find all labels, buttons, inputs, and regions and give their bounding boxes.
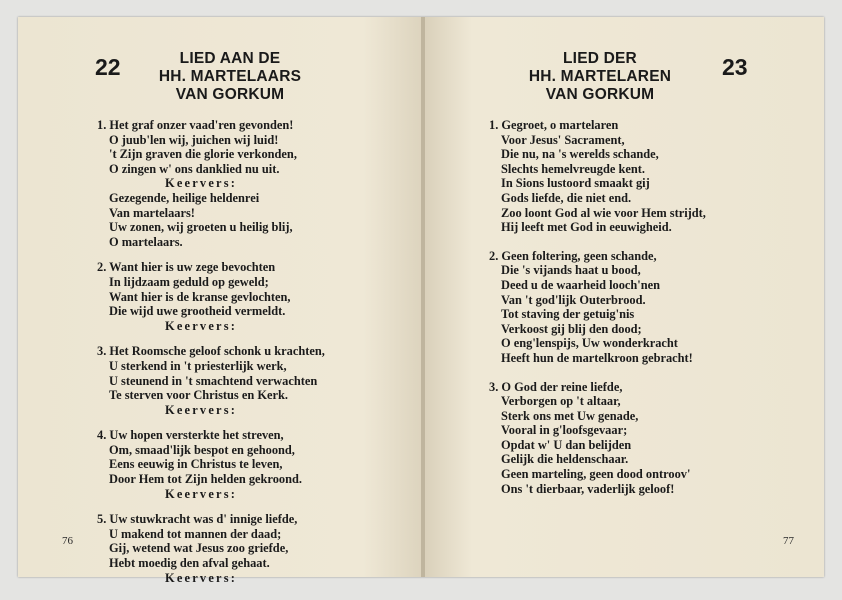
verse-line: 1. Het graf onzer vaad'ren gevonden! [97,118,294,132]
left-song-title [145,50,315,104]
verse-line: Gods liefde, die niet end. [501,190,632,205]
refrain-line: Gezegende, heilige heldenrei [109,190,260,205]
verse-line: Om, smaad'lijk bespot en gehoond, [109,442,295,457]
verse-line: Vooral in g'loofsgevaar; [501,423,628,438]
refrain-label: Keervers: [165,176,238,191]
verse-line: 't Zijn graven die glorie verkonden, [109,147,297,162]
verse-line: Hebt moedig den afval gehaat. [109,556,270,571]
verse-line: 3. Het Roomsche geloof schonk u krachten, [97,344,325,359]
verse-line: O eng'lenspijs, Uw wonderkracht [501,336,678,351]
verse-line: Verborgen op 't altaar, [501,394,621,409]
verse-1 [489,118,706,235]
left-title-line: VAN GORKUM [175,86,285,103]
verse-1 [97,118,325,249]
verse-line: Heeft hun de martelkroon gebracht! [501,350,693,365]
verse-line: Voor Jesus' Sacrament, [501,132,625,147]
verse-line: U sterkend in 't priesterlijk werk, [109,358,287,373]
verse-2 [489,249,706,366]
right-title-line: VAN GORKUM [545,86,655,103]
verse-line: Opdat w' U dan belijden [501,437,632,452]
verse-line: Deed u de waarheid looch'nen [501,277,661,292]
verse-line: Geen marteling, geen dood ontroov' [501,467,691,482]
verse-line: U makend tot mannen der daad; [109,526,282,541]
left-verses [97,118,325,596]
left-page-number: 76 [62,535,73,547]
verse-line: In lijdzaam geduld op geweld; [109,274,269,289]
verse-line: In Sions lustoord smaakt gij [501,176,650,191]
verse-5 [97,512,325,585]
verse-line: Van 't god'lijk Outerbrood. [501,292,646,307]
refrain-label: Keervers: [165,570,238,585]
verse-line: U steunend in 't smachtend verwachten [109,373,318,388]
verse-line: Eens eeuwig in Christus te leven, [109,457,283,472]
verse-line: Die wijd uwe grootheid vermeldt. [109,304,286,319]
verse-line: Slechts hemelvreugde kent. [501,161,645,176]
right-song-number: 23 [722,54,748,80]
verse-line: Die nu, na 's werelds schande, [501,147,659,162]
book-gutter [421,17,425,577]
verse-line: 4. Uw hopen versterkte het streven, [97,428,284,443]
verse-line: Gij, wetend wat Jesus zoo griefde, [109,541,289,556]
right-verses [489,118,706,507]
verse-line: Sterk ons met Uw genade, [501,408,639,423]
right-song-title [520,50,680,104]
verse-line: O juub'len wij, juichen wij luid! [109,132,279,147]
left-song-number: 22 [95,54,121,80]
verse-4 [97,428,325,501]
verse-line: Hij leeft met God in eeuwigheid. [501,220,672,235]
verse-line: 5. Uw stuwkracht was d' innige liefde, [97,512,298,527]
verse-line: 1. Gegroet, o martelaren [489,118,619,132]
verse-line: Te sterven voor Christus en Kerk. [109,388,288,403]
verse-line: Tot staving der getuig'nis [501,307,635,322]
verse-line: Ons 't dierbaar, vaderlijk geloof! [501,481,675,496]
verse-line: O zingen w' ons danklied nu uit. [109,161,280,176]
right-title-line: LIED DER [563,50,637,67]
refrain-line: Van martelaars! [109,205,195,220]
verse-line: Die 's vijands haat u bood, [501,263,641,278]
verse-2 [97,260,325,333]
right-title-line: HH. MARTELAREN [528,68,672,85]
verse-3 [489,380,706,497]
refrain-label: Keervers: [165,486,238,501]
left-title-line: HH. MARTELAARS [158,68,302,85]
refrain-label: Keervers: [165,402,238,417]
verse-line: Verkoost gij blij den dood; [501,321,642,336]
verse-line: 3. O God der reine liefde, [489,379,623,394]
refrain-line: O martelaars. [109,234,183,249]
refrain-label: Keervers: [165,318,238,333]
verse-line: Want hier is de kranse gevlochten, [109,289,291,304]
verse-line: 2. Want hier is uw zege bevochten [97,260,276,275]
refrain-line: Uw zonen, wij groeten u heilig blij, [109,220,293,235]
verse-3 [97,344,325,417]
left-title-line: LIED AAN DE [179,50,281,67]
right-page-number: 77 [783,535,794,547]
verse-line: Zoo loont God al wie voor Hem strijdt, [501,205,706,220]
verse-line: Door Hem tot Zijn helden gekroond. [109,472,302,487]
verse-line: Gelijk die heldenschaar. [501,452,629,467]
verse-line: 2. Geen foltering, geen schande, [489,248,657,263]
